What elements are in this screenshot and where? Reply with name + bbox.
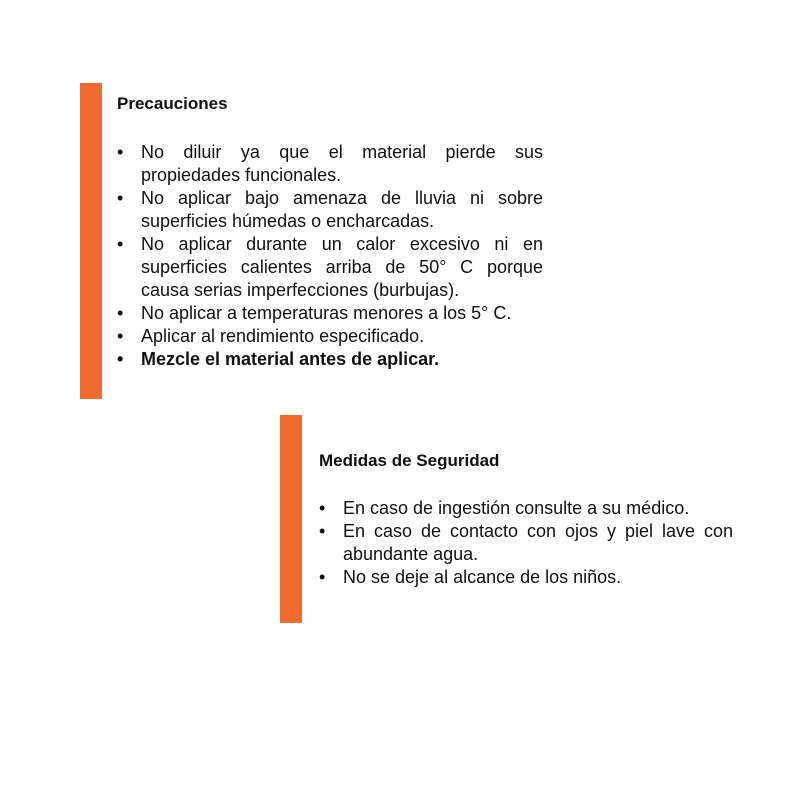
list-item-text: No aplicar durante un calor excesivo ni en superficies calientes arriba de 50° C porque causa serias imperfecciones (burbujas). bbox=[141, 234, 543, 300]
list-item bbox=[117, 348, 543, 371]
list-item bbox=[117, 233, 543, 302]
precauciones-list bbox=[117, 141, 543, 371]
list-item bbox=[319, 497, 733, 520]
list-item-text: No aplicar a temperaturas menores a los 5° C. bbox=[141, 303, 512, 323]
list-item-text: Mezcle el material antes de aplicar. bbox=[141, 349, 440, 369]
list-item-text: No aplicar bajo amenaza de lluvia ni sobre superficies húmedas o encharcadas. bbox=[141, 188, 543, 231]
seguridad-section bbox=[319, 450, 733, 589]
bullet-icon: • bbox=[319, 498, 326, 518]
list-item bbox=[319, 520, 733, 566]
list-item-text: Aplicar al rendimiento especificado. bbox=[141, 326, 425, 346]
bullet-icon: • bbox=[319, 567, 326, 587]
list-item bbox=[117, 302, 543, 325]
list-item-text: No diluir ya que el material pierde sus propiedades funcionales. bbox=[141, 142, 543, 185]
precauciones-accent-bar bbox=[80, 83, 102, 399]
seguridad-accent-bar bbox=[280, 415, 302, 623]
bullet-icon: • bbox=[117, 188, 124, 208]
list-item bbox=[117, 141, 543, 187]
list-item bbox=[117, 187, 543, 233]
precauciones-title: Precauciones bbox=[117, 94, 228, 113]
bullet-icon: • bbox=[117, 142, 124, 162]
bullet-icon: • bbox=[117, 326, 124, 346]
bullet-icon: • bbox=[319, 521, 326, 541]
list-item-text: En caso de contacto con ojos y piel lave con abundante agua. bbox=[343, 521, 733, 564]
list-item bbox=[319, 566, 733, 589]
bullet-icon: • bbox=[117, 349, 124, 369]
list-item-text: En caso de ingestión consulte a su médico. bbox=[343, 498, 690, 518]
list-item-text: No se deje al alcance de los niños. bbox=[343, 567, 622, 587]
bullet-icon: • bbox=[117, 303, 124, 323]
seguridad-list bbox=[319, 497, 733, 589]
seguridad-title: Medidas de Seguridad bbox=[319, 451, 500, 470]
list-item bbox=[117, 325, 543, 348]
bullet-icon: • bbox=[117, 234, 124, 254]
precauciones-section bbox=[117, 93, 543, 371]
